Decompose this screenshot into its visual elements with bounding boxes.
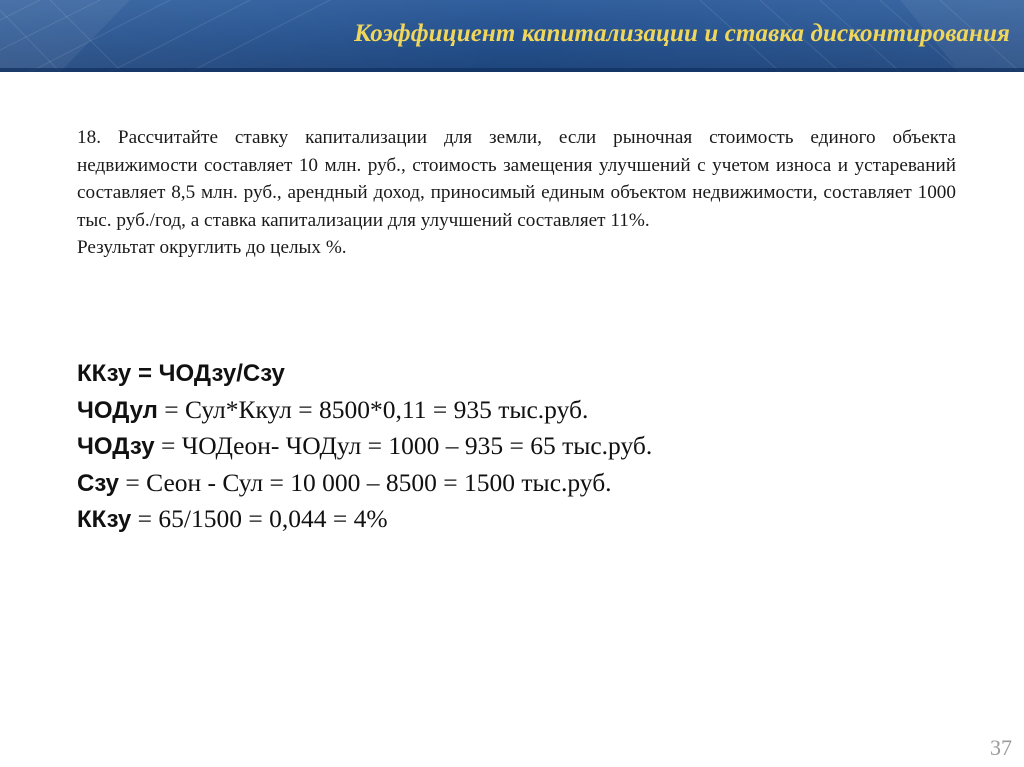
formula-5-lhs: ККзу <box>77 506 132 533</box>
formula-5-rhs: = 65/1500 = 0,044 = 4% <box>131 504 388 533</box>
formula-4-rhs: = Сеон - Сул = 10 000 – 8500 = 1500 тыс.руб. <box>119 467 612 497</box>
formula-4-lhs: Сзу <box>77 469 120 497</box>
formula-line-4 <box>77 465 652 502</box>
formula-line-2 <box>77 392 652 429</box>
page-number: 37 <box>990 735 1012 760</box>
formula-3-lhs: ЧОДзу <box>77 433 155 460</box>
task-text <box>77 124 956 262</box>
formula-2-lhs: ЧОДул <box>77 396 158 424</box>
formula-3-rhs: = ЧОДеон- ЧОДул = 1000 – 935 = 65 тыс.руб. <box>154 431 653 460</box>
task-statement: 18. Рассчитайте ставку капитализации для земли, если рыночная стоимость единого объекта недвижимости составляет 10 млн. руб., стоимость замещения улучшений с учетом износа и устареваний составляет 8,5 млн. руб., арендный доход, приносимый единым объектом недвижимости, составляет 1000 тыс. руб./год, а ставка капитализации для улучшений составляет 11%. <box>77 127 956 231</box>
formula-2-rhs: = Сул*Ккул = 8500*0,11 = 935 тыс.руб. <box>157 394 589 424</box>
formula-line-1 <box>77 356 652 392</box>
task-note: Результат округлить до целых %. <box>77 237 347 258</box>
formula-1-text: ККзу = ЧОДзу/Сзу <box>77 360 285 387</box>
formula-line-5 <box>77 501 652 538</box>
slide-title: Коэффициент капитализации и ставка дисконтирования <box>354 20 1010 47</box>
formula-line-3 <box>77 428 652 465</box>
header-banner <box>0 0 1024 72</box>
solution-formulas <box>77 356 652 538</box>
